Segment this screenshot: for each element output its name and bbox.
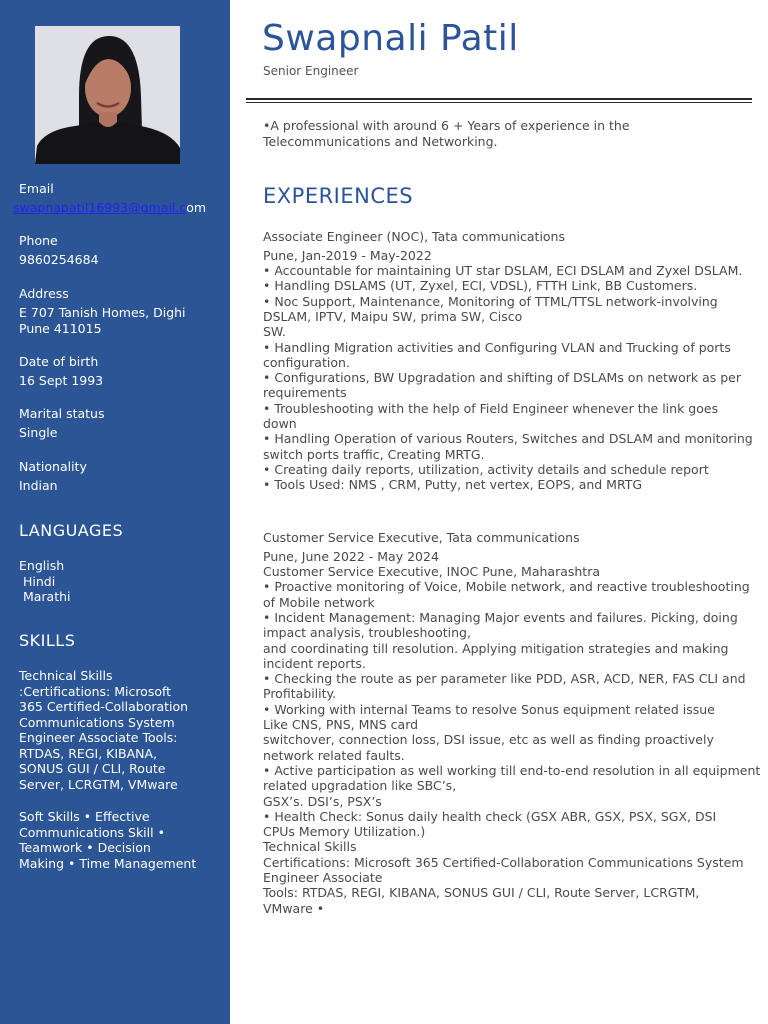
- skills-line: Soft Skills • Effective: [19, 809, 150, 824]
- job-line: • Troubleshooting with the help of Field Engineer whenever the link goes: [263, 400, 719, 416]
- job-line: • Handling Migration activities and Configuring VLAN and Trucking of ports: [263, 339, 731, 355]
- job-line: related upgradation like SBC’s,: [263, 778, 457, 794]
- languages-heading: LANGUAGES: [19, 521, 124, 540]
- skills-line: 365 Certified-Collaboration: [19, 699, 189, 714]
- header-divider: [246, 98, 752, 100]
- job-line: • Configurations, BW Upgradation and shifting of DSLAMs on network as per: [263, 370, 741, 386]
- main-content: [230, 0, 768, 1024]
- job-line: • Accountable for maintaining UT star DSLAM, ECI DSLAM and Zyxel DSLAM.: [263, 263, 743, 279]
- job-line: Like CNS, PNS, MNS card: [263, 717, 419, 733]
- language-item: English: [19, 558, 65, 573]
- job-line: switchover, connection loss, DSI issue, etc as well as finding proactively: [263, 732, 714, 748]
- address-label: Address: [19, 286, 69, 301]
- job-line: impact analysis, troubleshooting,: [263, 625, 471, 641]
- email-value: [13, 200, 206, 216]
- nationality-label: Nationality: [19, 459, 87, 474]
- skills-line: Server, LCRGTM, VMware: [19, 776, 178, 792]
- phone-value: 9860254684: [19, 252, 99, 267]
- job-line: of Mobile network: [263, 594, 375, 610]
- profile-photo-image: [35, 26, 180, 164]
- job-title: Associate Engineer (NOC), Tata communications: [263, 229, 565, 244]
- skills-line: Making • Time Management: [19, 855, 197, 871]
- job-line: • Incident Management: Managing Major events and failures. Picking, doing: [263, 609, 738, 625]
- profile-photo: [35, 26, 180, 164]
- marital-label: Marital status: [19, 406, 105, 421]
- skills-line: RTDAS, REGI, KIBANA,: [19, 745, 158, 761]
- job-line: • Handling DSLAMS (UT, Zyxel, ECI, VDSL), FTTH Link, BB Customers.: [263, 278, 698, 294]
- skills-line: Technical Skills: [19, 668, 113, 683]
- skills-line: Teamwork • Decision: [19, 840, 151, 855]
- email-tail: om: [186, 200, 207, 215]
- job-line: network related faults.: [263, 747, 405, 763]
- language-item: Marathi: [19, 589, 71, 604]
- soft-skills: [19, 809, 224, 871]
- job-line: • Health Check: Sonus daily health check (GSX ABR, GSX, PSX, SGX, DSI: [263, 808, 717, 824]
- address-line: Pune 411015: [19, 320, 102, 336]
- dob-label: Date of birth: [19, 354, 99, 369]
- phone-label: Phone: [19, 233, 58, 248]
- dob-value: 16 Sept 1993: [19, 373, 104, 388]
- job-line: • Handling Operation of various Routers, Switches and DSLAM and monitoring: [263, 431, 753, 447]
- job-entry-2: [263, 530, 761, 916]
- skills-line: SONUS GUI / CLI, Route: [19, 761, 166, 776]
- header-divider-thin: [246, 102, 752, 103]
- job-line: Pune, June 2022 - May 2024: [263, 548, 439, 564]
- candidate-role: Senior Engineer: [263, 64, 359, 78]
- address-value: [19, 305, 224, 336]
- job-line: down: [263, 416, 297, 432]
- skills-line: Communications System: [19, 714, 175, 730]
- job-line: Profitability.: [263, 686, 337, 702]
- job-title: Customer Service Executive, Tata communications: [263, 530, 580, 545]
- job-line: • Checking the route as per parameter like PDD, ASR, ACD, NER, FAS CLI and: [263, 671, 746, 687]
- profile-summary: [263, 118, 743, 149]
- job-line: and coordinating till resolution. Applying mitigation strategies and making: [263, 640, 729, 656]
- job-line: configuration.: [263, 354, 350, 370]
- job-line: Customer Service Executive, INOC Pune, Maharashtra: [263, 564, 601, 580]
- language-item: Hindi: [19, 573, 56, 589]
- job-line: DSLAM, IPTV, Maipu SW, prima SW, Cisco: [263, 308, 523, 324]
- marital-value: Single: [19, 425, 58, 440]
- job-line: Certifications: Microsoft 365 Certified-Collaboration Communications System: [263, 854, 744, 870]
- job-line: • Creating daily reports, utilization, activity details and schedule report: [263, 461, 709, 477]
- job-line: incident reports.: [263, 655, 366, 671]
- job-line: requirements: [263, 385, 347, 401]
- job-line: Engineer Associate: [263, 870, 383, 886]
- email-label: Email: [19, 181, 54, 196]
- job-line: switch ports traffic, Creating MRTG.: [263, 446, 485, 462]
- summary-line: •A professional with around 6 + Years of experience in the: [263, 118, 630, 133]
- nationality-value: Indian: [19, 478, 58, 493]
- job-line: • Tools Used: NMS , CRM, Putty, net vertex, EOPS, and MRTG: [263, 477, 643, 493]
- job-line: GSX’s. DSI’s, PSX’s: [263, 793, 382, 809]
- technical-skills: [19, 668, 224, 792]
- sidebar: [0, 0, 230, 1024]
- job-line: • Proactive monitoring of Voice, Mobile network, and reactive troubleshooting: [263, 579, 750, 595]
- job-line: VMware •: [263, 900, 325, 916]
- job-line: SW.: [263, 324, 286, 340]
- experiences-heading: EXPERIENCES: [263, 184, 414, 208]
- job-line: CPUs Memory Utilization.): [263, 824, 426, 840]
- skills-line: Engineer Associate Tools:: [19, 730, 178, 745]
- address-line: E 707 Tanish Homes, Dighi: [19, 305, 186, 320]
- job-line: Tools: RTDAS, REGI, KIBANA, SONUS GUI / CLI, Route Server, LCRGTM,: [263, 885, 700, 901]
- job-line: Pune, Jan-2019 - May-2022: [263, 247, 432, 263]
- job-line: • Noc Support, Maintenance, Monitoring of TTML/TTSL network-involving: [263, 293, 718, 309]
- skills-line: :Certifications: Microsoft: [19, 683, 172, 699]
- job-entry-1: [263, 229, 758, 493]
- candidate-name: Swapnali Patil: [262, 18, 519, 59]
- skills-heading: SKILLS: [19, 631, 76, 650]
- job-line: • Active participation as well working till end-to-end resolution in all equipment: [263, 762, 761, 778]
- job-line: • Working with internal Teams to resolve Sonus equipment related issue: [263, 701, 715, 717]
- email-link[interactable]: swapnapatil16993@gmail.c: [13, 200, 187, 215]
- job-line: Technical Skills: [263, 839, 357, 855]
- summary-line: Telecommunications and Networking.: [263, 133, 498, 149]
- languages-list: [19, 558, 224, 605]
- skills-line: Communications Skill •: [19, 824, 165, 840]
